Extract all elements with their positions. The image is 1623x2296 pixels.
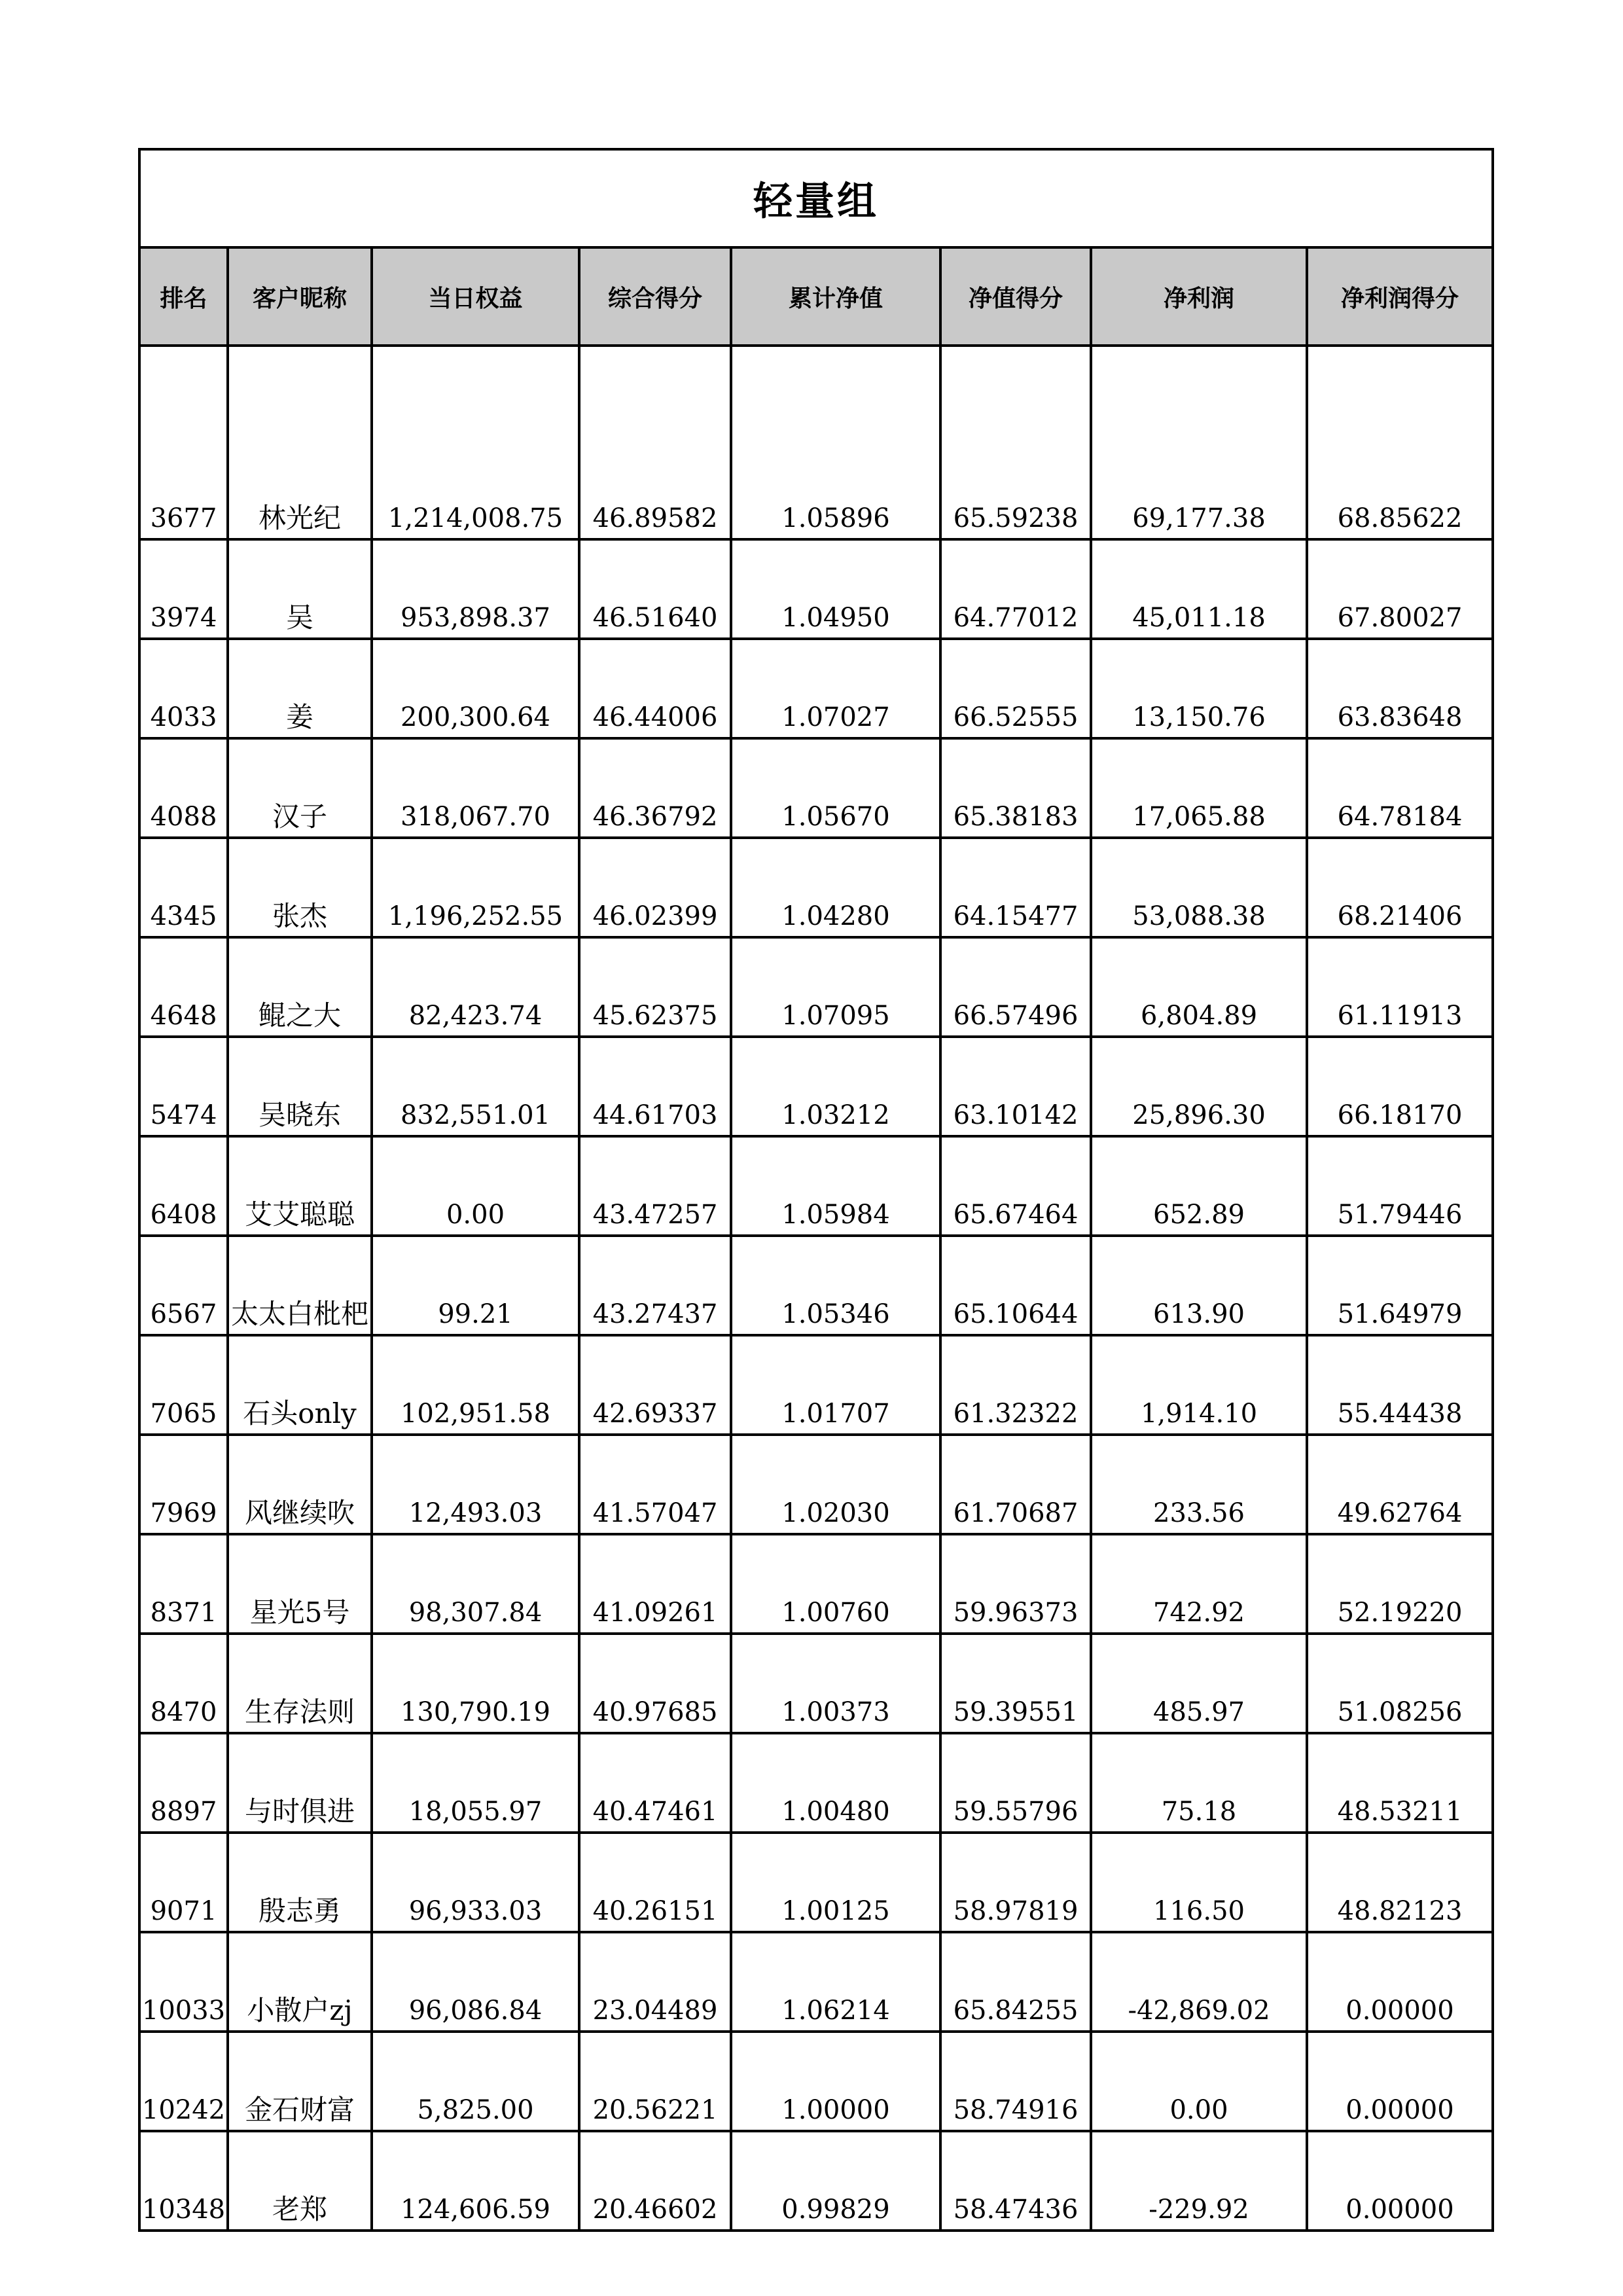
table-row [139, 1932, 1493, 2032]
cell-nickname: 与时俱进 [228, 1733, 372, 1833]
cell-net-profit: 69,177.38 [1091, 346, 1307, 539]
header-row [139, 247, 1493, 346]
cell-rank: 4648 [139, 937, 228, 1037]
cell-equity: 124,606.59 [372, 2131, 579, 2231]
header-equity: 当日权益 [372, 247, 579, 346]
cell-nickname: 张杰 [228, 838, 372, 937]
cell-total-score: 40.26151 [579, 1833, 731, 1932]
table-row [139, 1733, 1493, 1833]
cell-nav-score: 65.59238 [940, 346, 1091, 539]
table-row [139, 2032, 1493, 2131]
cell-net-profit-score: 67.80027 [1307, 539, 1493, 639]
cell-cumulative-nav: 1.05984 [731, 1136, 940, 1236]
cell-cumulative-nav: 1.06214 [731, 1932, 940, 2032]
table-row [139, 346, 1493, 539]
cell-nickname: 星光5号 [228, 1534, 372, 1634]
cell-rank: 10033 [139, 1932, 228, 2032]
cell-nav-score: 65.38183 [940, 738, 1091, 838]
cell-nickname: 鲲之大 [228, 937, 372, 1037]
cell-net-profit: 6,804.89 [1091, 937, 1307, 1037]
table-row [139, 639, 1493, 738]
cell-net-profit: -42,869.02 [1091, 1932, 1307, 2032]
table-row [139, 738, 1493, 838]
cell-rank: 4345 [139, 838, 228, 937]
cell-cumulative-nav: 1.00373 [731, 1634, 940, 1733]
cell-equity: 18,055.97 [372, 1733, 579, 1833]
cell-net-profit: 233.56 [1091, 1435, 1307, 1534]
cell-rank: 3974 [139, 539, 228, 639]
cell-net-profit-score: 51.08256 [1307, 1634, 1493, 1733]
cell-nav-score: 64.15477 [940, 838, 1091, 937]
cell-cumulative-nav: 0.99829 [731, 2131, 940, 2231]
cell-net-profit-score: 68.85622 [1307, 346, 1493, 539]
cell-net-profit-score: 0.00000 [1307, 2032, 1493, 2131]
cell-nav-score: 61.32322 [940, 1335, 1091, 1435]
cell-cumulative-nav: 1.00125 [731, 1833, 940, 1932]
cell-cumulative-nav: 1.00480 [731, 1733, 940, 1833]
cell-cumulative-nav: 1.04280 [731, 838, 940, 937]
cell-net-profit-score: 48.82123 [1307, 1833, 1493, 1932]
cell-net-profit-score: 51.64979 [1307, 1236, 1493, 1335]
cell-equity: 1,196,252.55 [372, 838, 579, 937]
cell-net-profit: 13,150.76 [1091, 639, 1307, 738]
cell-net-profit: 485.97 [1091, 1634, 1307, 1733]
cell-cumulative-nav: 1.07095 [731, 937, 940, 1037]
cell-rank: 5474 [139, 1037, 228, 1136]
cell-nickname: 太太白枇杷 [228, 1236, 372, 1335]
cell-nickname: 石头only [228, 1335, 372, 1435]
cell-equity: 200,300.64 [372, 639, 579, 738]
cell-rank: 4033 [139, 639, 228, 738]
cell-cumulative-nav: 1.07027 [731, 639, 940, 738]
cell-rank: 10242 [139, 2032, 228, 2131]
cell-net-profit-score: 0.00000 [1307, 1932, 1493, 2032]
cell-nav-score: 65.67464 [940, 1136, 1091, 1236]
cell-net-profit: -229.92 [1091, 2131, 1307, 2231]
cell-rank: 8371 [139, 1534, 228, 1634]
cell-nickname: 风继续吹 [228, 1435, 372, 1534]
cell-nav-score: 63.10142 [940, 1037, 1091, 1136]
cell-total-score: 46.51640 [579, 539, 731, 639]
cell-rank: 10348 [139, 2131, 228, 2231]
cell-cumulative-nav: 1.00000 [731, 2032, 940, 2131]
cell-net-profit: 1,914.10 [1091, 1335, 1307, 1435]
cell-equity: 82,423.74 [372, 937, 579, 1037]
cell-nav-score: 65.10644 [940, 1236, 1091, 1335]
cell-net-profit: 652.89 [1091, 1136, 1307, 1236]
cell-nav-score: 58.47436 [940, 2131, 1091, 2231]
cell-net-profit: 742.92 [1091, 1534, 1307, 1634]
cell-net-profit: 116.50 [1091, 1833, 1307, 1932]
cell-rank: 8897 [139, 1733, 228, 1833]
cell-total-score: 45.62375 [579, 937, 731, 1037]
cell-net-profit-score: 61.11913 [1307, 937, 1493, 1037]
cell-cumulative-nav: 1.03212 [731, 1037, 940, 1136]
cell-cumulative-nav: 1.04950 [731, 539, 940, 639]
cell-net-profit-score: 55.44438 [1307, 1335, 1493, 1435]
cell-nickname: 吴 [228, 539, 372, 639]
cell-net-profit-score: 52.19220 [1307, 1534, 1493, 1634]
cell-net-profit: 25,896.30 [1091, 1037, 1307, 1136]
cell-nickname: 老郑 [228, 2131, 372, 2231]
table-row [139, 937, 1493, 1037]
cell-total-score: 20.46602 [579, 2131, 731, 2231]
cell-nav-score: 58.97819 [940, 1833, 1091, 1932]
cell-nickname: 林光纪 [228, 346, 372, 539]
cell-net-profit: 45,011.18 [1091, 539, 1307, 639]
cell-total-score: 41.09261 [579, 1534, 731, 1634]
cell-cumulative-nav: 1.05346 [731, 1236, 940, 1335]
cell-rank: 9071 [139, 1833, 228, 1932]
cell-nickname: 殷志勇 [228, 1833, 372, 1932]
cell-net-profit-score: 49.62764 [1307, 1435, 1493, 1534]
cell-nav-score: 66.57496 [940, 937, 1091, 1037]
cell-nav-score: 61.70687 [940, 1435, 1091, 1534]
cell-equity: 5,825.00 [372, 2032, 579, 2131]
cell-equity: 318,067.70 [372, 738, 579, 838]
cell-rank: 3677 [139, 346, 228, 539]
cell-total-score: 20.56221 [579, 2032, 731, 2131]
cell-net-profit: 17,065.88 [1091, 738, 1307, 838]
cell-total-score: 46.89582 [579, 346, 731, 539]
cell-total-score: 40.97685 [579, 1634, 731, 1733]
cell-equity: 130,790.19 [372, 1634, 579, 1733]
cell-cumulative-nav: 1.00760 [731, 1534, 940, 1634]
cell-net-profit-score: 68.21406 [1307, 838, 1493, 937]
cell-nickname: 姜 [228, 639, 372, 738]
cell-total-score: 40.47461 [579, 1733, 731, 1833]
cell-nickname: 金石财富 [228, 2032, 372, 2131]
cell-net-profit-score: 51.79446 [1307, 1136, 1493, 1236]
cell-net-profit: 0.00 [1091, 2032, 1307, 2131]
table-body [139, 346, 1493, 2231]
table-row [139, 838, 1493, 937]
header-nickname: 客户昵称 [228, 247, 372, 346]
cell-net-profit-score: 66.18170 [1307, 1037, 1493, 1136]
cell-cumulative-nav: 1.01707 [731, 1335, 940, 1435]
cell-rank: 7969 [139, 1435, 228, 1534]
cell-rank: 7065 [139, 1335, 228, 1435]
table-row [139, 1037, 1493, 1136]
cell-nickname: 小散户zj [228, 1932, 372, 2032]
cell-equity: 0.00 [372, 1136, 579, 1236]
cell-nav-score: 65.84255 [940, 1932, 1091, 2032]
cell-total-score: 46.02399 [579, 838, 731, 937]
cell-nav-score: 59.55796 [940, 1733, 1091, 1833]
cell-total-score: 43.27437 [579, 1236, 731, 1335]
cell-net-profit-score: 64.78184 [1307, 738, 1493, 838]
cell-total-score: 44.61703 [579, 1037, 731, 1136]
cell-rank: 6567 [139, 1236, 228, 1335]
table-row [139, 1335, 1493, 1435]
cell-nickname: 生存法则 [228, 1634, 372, 1733]
cell-nickname: 艾艾聪聪 [228, 1136, 372, 1236]
cell-net-profit-score: 0.00000 [1307, 2131, 1493, 2231]
cell-cumulative-nav: 1.05896 [731, 346, 940, 539]
table-row [139, 1833, 1493, 1932]
cell-rank: 6408 [139, 1136, 228, 1236]
table-row [139, 2131, 1493, 2231]
cell-nav-score: 59.39551 [940, 1634, 1091, 1733]
cell-equity: 102,951.58 [372, 1335, 579, 1435]
cell-nav-score: 64.77012 [940, 539, 1091, 639]
cell-equity: 12,493.03 [372, 1435, 579, 1534]
cell-net-profit: 613.90 [1091, 1236, 1307, 1335]
header-total-score: 综合得分 [579, 247, 731, 346]
cell-equity: 98,307.84 [372, 1534, 579, 1634]
header-net-profit: 净利润 [1091, 247, 1307, 346]
cell-cumulative-nav: 1.05670 [731, 738, 940, 838]
cell-nav-score: 58.74916 [940, 2032, 1091, 2131]
header-net-profit-score: 净利润得分 [1307, 247, 1493, 346]
cell-net-profit: 75.18 [1091, 1733, 1307, 1833]
cell-equity: 96,086.84 [372, 1932, 579, 2032]
title-row [139, 149, 1493, 247]
cell-equity: 953,898.37 [372, 539, 579, 639]
cell-nickname: 汉子 [228, 738, 372, 838]
cell-nav-score: 66.52555 [940, 639, 1091, 738]
table-row [139, 1435, 1493, 1534]
cell-cumulative-nav: 1.02030 [731, 1435, 940, 1534]
header-nav-score: 净值得分 [940, 247, 1091, 346]
header-rank: 排名 [139, 247, 228, 346]
cell-total-score: 41.57047 [579, 1435, 731, 1534]
ranking-table [138, 148, 1494, 2232]
cell-total-score: 46.36792 [579, 738, 731, 838]
cell-net-profit: 53,088.38 [1091, 838, 1307, 937]
cell-total-score: 42.69337 [579, 1335, 731, 1435]
cell-equity: 1,214,008.75 [372, 346, 579, 539]
header-cumulative-nav: 累计净值 [731, 247, 940, 346]
table-row [139, 1236, 1493, 1335]
cell-rank: 8470 [139, 1634, 228, 1733]
cell-equity: 96,933.03 [372, 1833, 579, 1932]
cell-nav-score: 59.96373 [940, 1534, 1091, 1634]
table-row [139, 1136, 1493, 1236]
cell-net-profit-score: 48.53211 [1307, 1733, 1493, 1833]
cell-equity: 99.21 [372, 1236, 579, 1335]
cell-total-score: 43.47257 [579, 1136, 731, 1236]
cell-total-score: 46.44006 [579, 639, 731, 738]
table-row [139, 1634, 1493, 1733]
cell-net-profit-score: 63.83648 [1307, 639, 1493, 738]
cell-total-score: 23.04489 [579, 1932, 731, 2032]
table-row [139, 1534, 1493, 1634]
cell-nickname: 吴晓东 [228, 1037, 372, 1136]
cell-equity: 832,551.01 [372, 1037, 579, 1136]
table-title: 轻量组 [139, 149, 1493, 247]
table-row [139, 539, 1493, 639]
cell-rank: 4088 [139, 738, 228, 838]
